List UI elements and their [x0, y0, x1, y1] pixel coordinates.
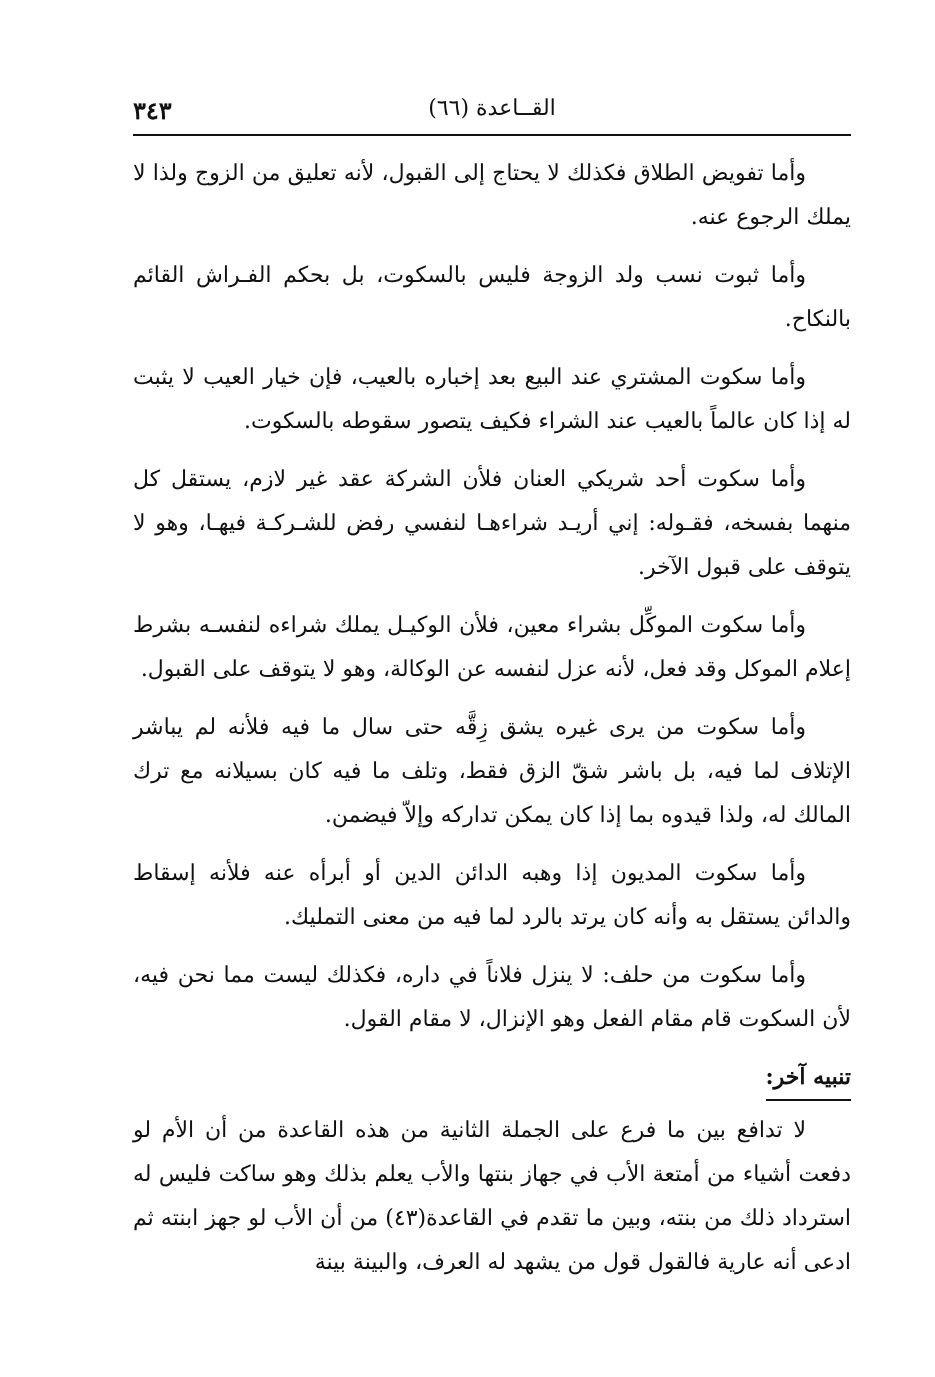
paragraph: وأما سكوت الموكِّل بشراء معين، فلأن الوكيـل يملك شراءه لنفسـه بشرط إعلام الموكل وقد فعل، لأنه عزل لنفسه عن الوكالة، وهو لا يتوقف على القبول.: [133, 613, 851, 682]
section-heading: تنبيه آخر:: [766, 1057, 851, 1101]
page-header: [133, 88, 851, 128]
section-heading-row: [133, 1056, 851, 1101]
paragraph: وأما سكوت أحد شريكي العنان فلأن الشركة عقد غير لازم، يستقل كل منهما بفسخه، فقـوله: إني أريـد شراءهـا لنفسي رفض للشـركـة فيهـا، وهو لا يتوقف على قبول الآخر.: [133, 467, 851, 580]
paragraph: وأما سكوت من حلف: لا ينزل فلاناً في داره، فكذلك ليست مما نحن فيه، لأن السكوت قام مقام الفعل وهو الإنزال، لا مقام القول.: [133, 963, 851, 1032]
running-title: القــاعدة (٦٦): [428, 96, 556, 121]
paragraph: وأما سكوت المديون إذا وهبه الدائن الدين أو أبرأه عنه فلأنه إسقاط والدائن يستقل به وأنه كان يرتد بالرد لما فيه من معنى التمليك.: [133, 861, 851, 930]
page-body: [133, 152, 851, 1285]
page-number: ٣٤٣: [133, 96, 172, 125]
section-paragraph: لا تدافع بين ما فرع على الجملة الثانية من هذه القاعدة من أن الأم لو دفعت أشياء من أمتعة الأب في جهاز بنتها والأب يعلم بذلك وهو ساكت فليس له استرداد ذلك من بنته، وبين ما تقدم في القاعدة(٤٣) من أن الأب لو جهز ابنته ثم ادعى أنه عارية فالقول قول من يشهد له العرف، والبينة بينة: [133, 1118, 851, 1275]
paragraph: وأما سكوت المشتري عند البيع بعد إخباره بالعيب، فإن خيار العيب لا يثبت له إذا كان عالماً بالعيب عند الشراء فكيف يتصور سقوطه بالسكوت.: [133, 365, 851, 434]
header-rule: [133, 134, 851, 136]
paragraph: وأما ثبوت نسب ولد الزوجة فليس بالسكوت، بل بحكم الفـراش القائم بالنكاح.: [133, 263, 851, 332]
paragraph: وأما تفويض الطلاق فكذلك لا يحتاج إلى القبول، لأنه تعليق من الزوج ولذا لا يملك الرجوع عنه.: [133, 161, 851, 230]
paragraph: وأما سكوت من يرى غيره يشق زِقَّه حتى سال ما فيه فلأنه لم يباشر الإتلاف لما فيه، بل باشر شقّ الزق فقط، وتلف ما فيه كان بسيلانه مع ترك المالك له، ولذا قيدوه بما إذا كان يمكن تداركه وإلاّ فيضمن.: [133, 715, 851, 828]
